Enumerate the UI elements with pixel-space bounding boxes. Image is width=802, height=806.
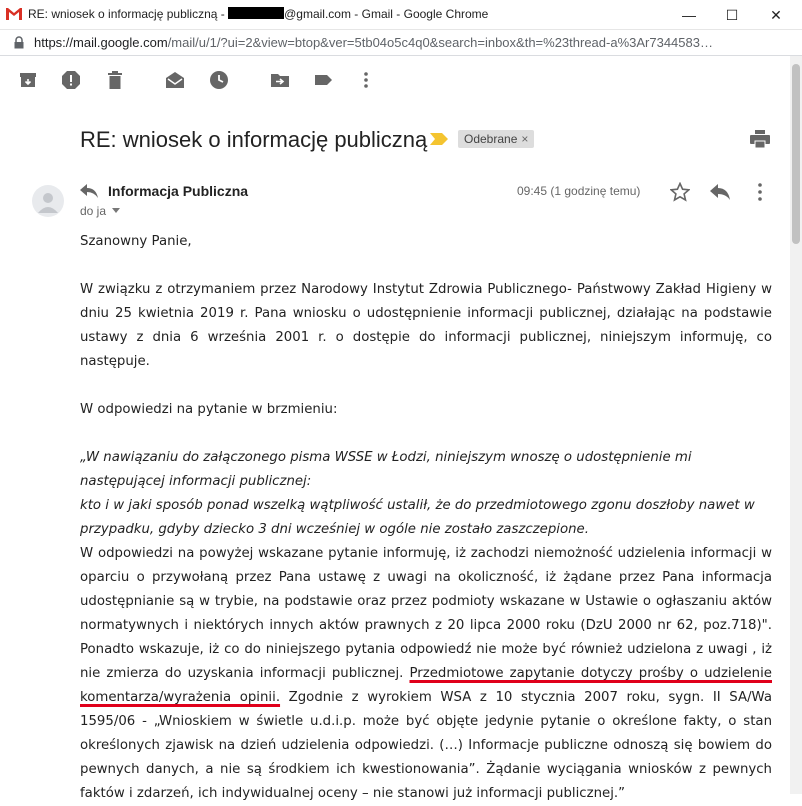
archive-icon[interactable] [18,70,38,90]
page-scrollbar[interactable] [790,56,802,794]
email-subject: RE: wniosek o informację publiczną [80,127,428,152]
url-path: /mail/u/1/?ui=2&view=btop&ver=5tb04o5c4q0&search=inbox&th=%23thread-a%3Ar7344583… [167,35,713,50]
window-titlebar [0,0,802,30]
message-body [80,230,772,806]
answer-part-2: Zgodnie z wyrokiem WSA z 10 stycznia 2007 roku, sygn. II SA/Wa 1595/06 - „Wnioskiem w świetle u.d.i.p. może być objęte jedynie pytanie o określone fakty, o stan określonych zjawisk na dzień udzielenia odpowiedzi. (…) Informacje publiczne odnoszą się bowiem do pewnych danych, a nie są środkiem ich kwestionowania”. Żądanie wyciągania wniosków z pewnych faktów i zdarzeń, ich indywidualnej oceny – nie stanowi już informacji publicznej.” [80,690,772,801]
underlined-annotation: Przedmiotowe zapytanie dotyczy prośby o udzielenie komentarza/wyrażenia opinii. [80,666,772,705]
delete-icon[interactable] [105,70,125,90]
print-icon[interactable] [750,130,770,148]
star-icon[interactable] [670,182,690,202]
more-vert-icon[interactable] [356,70,376,90]
recipient-text: do ja [80,204,107,218]
quoted-request-1: „W nawiązaniu do załączonego pisma WSSE w Łodzi, niniejszym wnoszę o udostępnienie mi następującej informacji publicznej: [80,450,692,489]
message-toolbar [0,56,790,104]
spacer [80,422,772,446]
mark-unread-icon[interactable] [165,70,185,90]
sender-avatar[interactable] [32,185,64,217]
quoted-request-2: kto i w jaki sposób ponad wszelką wątpliwość ustalił, że do przedmiotowego zgonu doszłoby nawet w przypadku, gdyby dziecko 3 dni wcześniej w ogóle nie zostało zaszczepione. [80,498,755,537]
reply-icon[interactable] [709,183,731,201]
close-window-button[interactable]: ✕ [770,7,782,23]
labels-icon[interactable] [313,70,333,90]
label-chip-inbox[interactable] [458,130,534,148]
window-title [28,7,488,21]
spacer [80,254,772,278]
move-to-icon[interactable] [270,70,290,90]
spacer [80,374,772,398]
greeting: Szanowny Panie, [80,234,192,249]
address-bar[interactable] [0,30,802,56]
message-timestamp: 09:45 (1 godzinę temu) [517,184,641,198]
gmail-logo-icon [6,8,22,20]
scrollbar-thumb[interactable] [792,64,800,244]
avatar-person-icon [32,185,64,217]
paragraph-answer [80,542,772,806]
window-title-prefix: RE: wniosek o informację publiczną - [28,7,229,21]
replied-indicator-icon [80,184,98,198]
url-host: https://mail.google.com [34,35,168,50]
label-chip-text: Odebrane [464,132,518,146]
more-options-icon[interactable] [753,182,767,202]
chevron-down-icon[interactable] [112,208,120,213]
lock-icon [14,36,24,49]
answer-part-1: W odpowiedzi na powyżej wskazane pytanie informuję, iż zachodzi niemożność udzielenia informacji w oparciu o przywołaną przez Pana ustawę z uwagi na okoliczność, iż żądane przez Pana informacja udostępnianie są w trybie, na podstawie oraz przez podmioty wskazane w Ustawie o ogłaszaniu aktów normatywnych i niektórych innych aktów prawnych z 20 lipca 2000 roku (DzU 2000 nr 62, poz.718)". Ponadto wskazuje, iż co do niniejszego pytania odpowiedź nie może być również udzielona z uwagi , iż nie zmierza do uzyskania informacji publicznej. [80,546,772,681]
report-spam-icon[interactable] [61,70,81,90]
url-text[interactable] [34,35,794,50]
maximize-button[interactable]: ☐ [725,7,739,23]
sender-name[interactable]: Informacja Publiczna [108,183,249,199]
paragraph-question-lead: W odpowiedzi na pytanie w brzmieniu: [80,402,338,417]
snooze-icon[interactable] [209,70,229,90]
minimize-button[interactable]: — [682,7,696,23]
paragraph-intro: W związku z otrzymaniem przez Narodowy Instytut Zdrowia Publicznego- Państwowy Zakład Higieny w dniu 25 kwietnia 2019 r. Pana wniosku o udostępnienie informacji publicznej, działając na podstawie ustawy z dnia 6 września 2001 r. o dostępie do informacji publicznej, niniejszym informuję, co następuje. [80,282,772,369]
importance-marker-icon[interactable] [430,133,448,145]
remove-label-button[interactable]: × [521,132,529,146]
recipient-details[interactable] [80,204,120,218]
window-title-suffix: @gmail.com - Gmail - Google Chrome [284,7,489,21]
redacted-box [228,7,284,19]
